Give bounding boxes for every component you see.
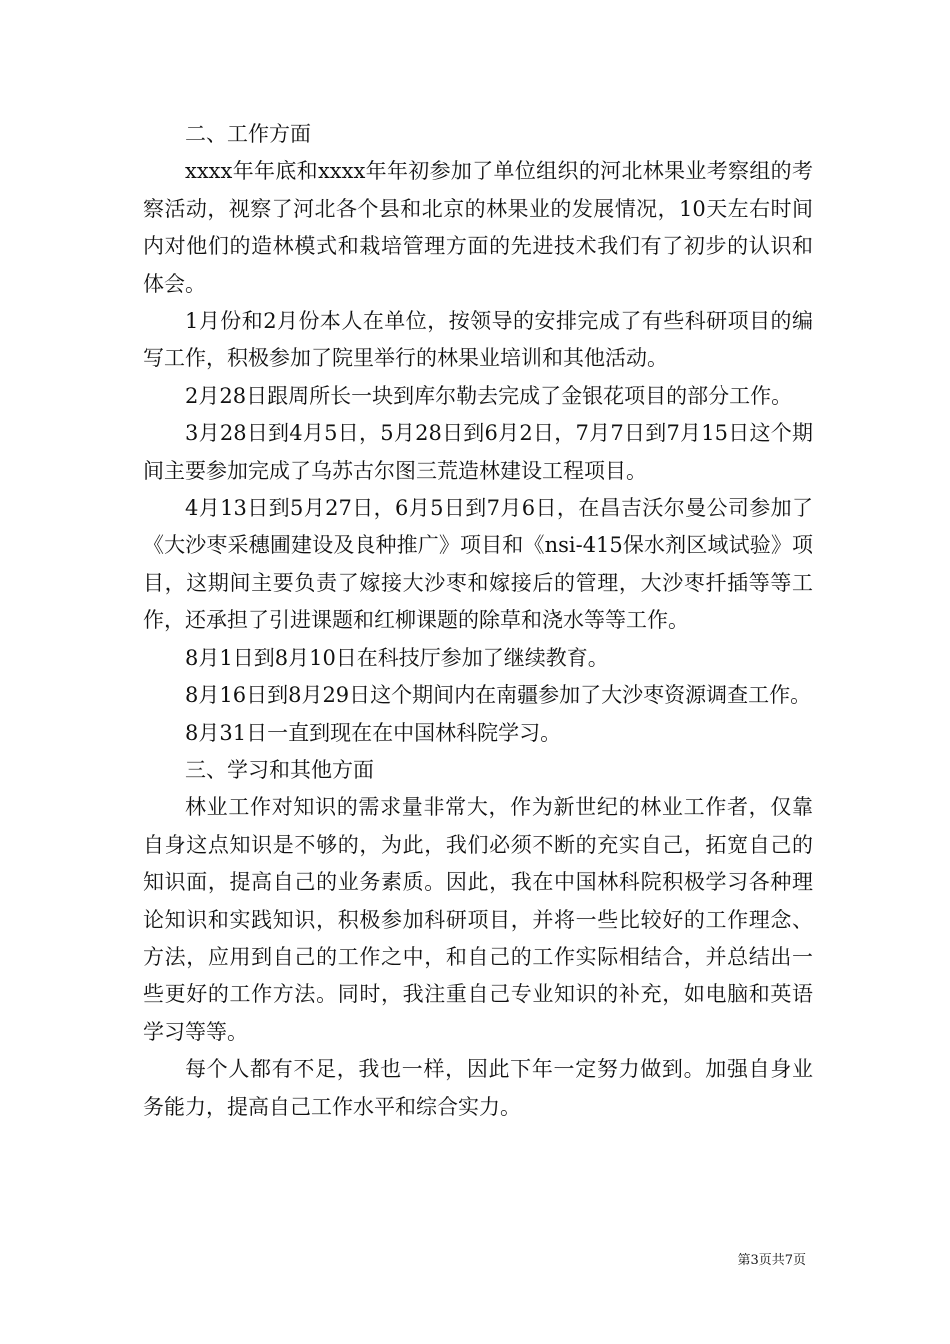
section-heading: 二、工作方面: [185, 122, 311, 146]
paragraph: 2月28日跟周所长一块到库尔勒去完成了金银花项目的部分工作。: [185, 383, 793, 408]
document-body: [143, 116, 813, 1126]
paragraph: xxxx年年底和xxxx年年初参加了单位组织的河北林果业考察组的考察活动，视察了河北各个县和北京的林果业的发展情况，10天左右时间内对他们的造林模式和栽培管理方面的先进技术我们有了初步的认识和体会。: [143, 159, 813, 296]
paragraph: 8月16日到8月29日这个期间内在南疆参加了大沙枣资源调查工作。: [185, 683, 812, 708]
section-heading: 三、学习和其他方面: [185, 757, 374, 782]
paragraph: 8月31日一直到现在在中国林科院学习。: [185, 720, 562, 745]
paragraph: 林业工作对知识的需求量非常大，作为新世纪的林业工作者，仅靠自身这点知识是不够的，为此，我们必须不断的充实自己，拓宽自己的知识面，提高自己的业务素质。因此，我在中国林科院积极学习各种理论知识和实践知识，积极参加科研项目，并将一些比较好的工作理念、方法，应用到自己的工作之中，和自己的工作实际相结合，并总结出一些更好的工作方法。同时，我注重自己专业知识的补充，如电脑和英语学习等等。: [143, 795, 813, 1044]
paragraph: 1月份和2月份本人在单位，按领导的安排完成了有些科研项目的编写工作，积极参加了院里举行的林果业培训和其他活动。: [143, 309, 813, 371]
paragraph: 8月1日到8月10日在科技厅参加了继续教育。: [185, 645, 609, 670]
paragraph: 每个人都有不足，我也一样，因此下年一定努力做到。加强自身业务能力，提高自己工作水平和综合实力。: [143, 1057, 813, 1119]
page-number: 第3页共7页: [737, 1253, 806, 1268]
paragraph: 4月13日到5月27日，6月5日到7月6日，在昌吉沃尔曼公司参加了《大沙枣采穗圃建设及良种推广》项目和《nsi-415保水剂区域试验》项目，这期间主要负责了嫁接大沙枣和嫁接后的管理，大沙枣扦插等等工作，还承担了引进课题和红柳课题的除草和浇水等等工作。: [143, 496, 813, 633]
paragraph: 3月28日到4月5日，5月28日到6月2日，7月7日到7月15日这个期间主要参加完成了乌苏古尔图三荒造林建设工程项目。: [143, 421, 813, 483]
